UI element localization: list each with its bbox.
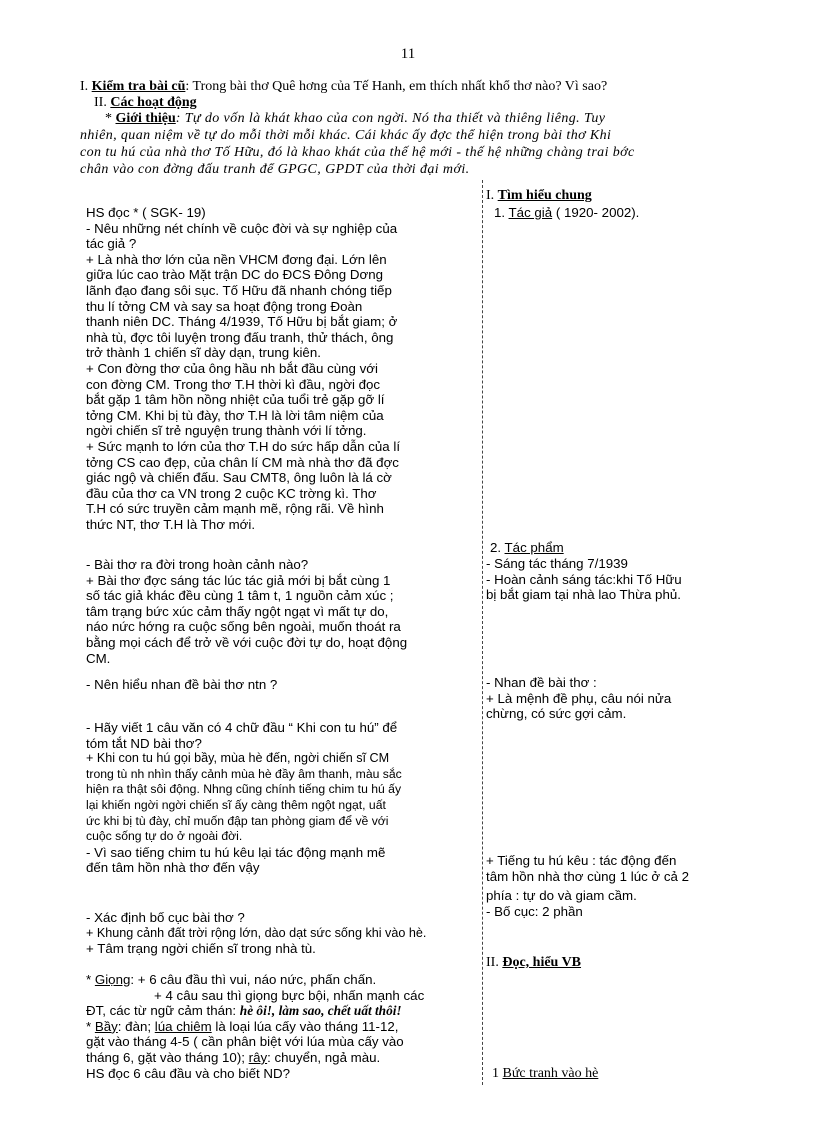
section-heading-intro: Giới thiệu [115, 111, 176, 126]
intro-line-2: II. Các hoạt động [94, 95, 197, 110]
right-work-heading: 2. Tác phẩm [490, 540, 564, 555]
left-block-summary: - Hãy viết 1 câu văn có 4 chữ đầu “ Khi con tu hú” để tóm tắt ND bài thơ? + Khi con tu hú gọi bầy, mùa hè đến, ngời chiến sĩ CM trong tù nh nhìn thấy cảnh mùa hè đầy âm thanh, màu sắc hiện ra thật sôi động. Nhng cũng chính tiếng chim tu hú ấy lại khiến ngời ngời chiến sĩ ấy càng thêm ngột ngạt, uất ức khi bị tù đày, chỉ muốn đập tan phòng giam để về với cuộc sống tự do ở ngoài đời. - Vì sao tiếng chim tu hú kêu lại tác động mạnh mẽ đến tâm hồn nhà thơ đến vậy [86, 720, 402, 876]
intro-line-4: nhiên, quan niệm về tự do mỗi thời mỗi khác. Cái khác ấy đợc thể hiện trong bài thơ Khi [80, 128, 612, 143]
intro-line-5: con tu hú của nhà thơ Tố Hữu, đó là khao khát của thế hệ mới - thế hệ những chàng trai bớc [80, 145, 635, 160]
right-cuckoo-impact: + Tiếng tu hú kêu : tác động đến tâm hồn nhà thơ cùng 1 lúc ở cả 2 phía : tự do và giam cầm. - Bố cục: 2 phần [486, 853, 689, 919]
right-title-meaning: - Nhan đề bài thơ : + Là mệnh đề phụ, câu nói nửa chừng, có sức gợi cảm. [486, 675, 672, 722]
intro-line-6: chân vào con đờng đấu tranh để GPGC, GPDT của thời đại mới. [80, 162, 470, 177]
page-number: 11 [400, 46, 416, 62]
right-work-details: - Sáng tác tháng 7/1939 - Hoàn cảnh sáng tác:khi Tố Hữu bị bắt giam tại nhà lao Thừa phủ. [486, 556, 682, 603]
left-block-context: - Bài thơ ra đời trong hoàn cảnh nào? + Bài thơ đợc sáng tác lúc tác giả mới bị bắt cùng 1 số tác giả khác đều cùng 1 tâm t, 1 nguồn cảm xúc ; tâm trạng bức xúc cảm thấy ngột ngạt vì mất tự do, náo nức hớng ra cuộc sống bên ngoài, muốn thoát ra bằng mọi cách để trở về với cuộc đời tự do, hoạt động CM. [86, 557, 408, 666]
left-block-title-question: - Nên hiểu nhan đề bài thơ ntn ? [86, 677, 278, 692]
right-summer-picture: 1 Bức tranh vào hè [492, 1066, 599, 1081]
section-heading-review: Kiểm tra bài cũ [91, 79, 186, 94]
intro-line-3: * Giới thiệu: Tự do vốn là khát khao của con ngời. Nó tha thiết và thiêng liêng. Tuy [105, 111, 606, 126]
left-block-reading-notes: * Giọng: + 6 câu đầu thì vui, náo nức, phấn chấn. + 4 câu sau thì giọng bực bội, nhấn mạnh các ĐT, các từ ngữ cảm thán: hè ôi!, làm sao, chết uất thôi! * Bầy: đàn; lúa chiêm là loại lúa cấy vào tháng 11-12, gặt vào tháng 4-5 ( cần phân biệt với lúa mùa cấy vào tháng 6, gặt vào tháng 10); rây: chuyển, ngả màu. HS đọc 6 câu đầu và cho biết ND? [86, 972, 425, 1081]
right-heading-reading: II. Đọc, hiểu VB [486, 955, 582, 970]
intro-line-1: I. Kiểm tra bài cũ: Trong bài thơ Quê hơng của Tế Hanh, em thích nhất khổ thơ nào? Vì sao? [80, 79, 608, 94]
right-heading-general: I. Tìm hiểu chung [486, 188, 592, 203]
column-divider [482, 180, 483, 1085]
left-block-structure: - Xác định bố cục bài thơ ? + Khung cảnh đất trời rộng lớn, dào dạt sức sống khi vào hè. + Tâm trạng ngời chiến sĩ trong nhà tù. [86, 910, 427, 957]
right-author-item: 1. Tác giả ( 1920- 2002). [494, 205, 640, 220]
left-block-author: HS đọc * ( SGK- 19) - Nêu những nét chính về cuộc đời và sự nghiệp của tác giả ? + Là nhà thơ lớn của nền VHCM đơng đại. Lớn lên giữa lúc cao trào Mặt trận DC do ĐCS Đông Dơng lãnh đạo đang sôi sục. Tố Hữu đã nhanh chóng tiếp thu lí tởng CM và say sa hoạt động trong Đoàn thanh niên DC. Tháng 4/1939, Tố Hữu bị bắt giam; ở nhà tù, đợc tôi luyện trong đấu tranh, thử thách, ông trở thành 1 chiến sĩ dày dạn, trung kiên. + Con đờng thơ của ông hầu nh bắt đầu cùng với con đờng CM. Trong thơ T.H thời kì đầu, ngời đọc bắt gặp 1 tâm hồn nồng nhiệt của tuổi trẻ gặp gỡ lí tởng CM. Khi bị tù đày, thơ T.H là lời tâm niệm của ngời chiến sĩ trẻ nguyện trung thành với lí tởng. + Sức mạnh to lớn của thơ T.H do sức hấp dẫn của lí tởng CS cao đẹp, của chân lí CM mà nhà thơ đã đợc giác ngộ và chiến đấu. Sau CMT8, ông luôn là lá cờ đầu của thơ ca VN trong 2 cuộc KC trờng kì. Thơ T.H có sức truyền cảm mạnh mẽ, rộng rãi. Về hình thức NT, thơ T.H là Thơ mới. [86, 205, 401, 532]
section-heading-activities: Các hoạt động [110, 95, 197, 110]
